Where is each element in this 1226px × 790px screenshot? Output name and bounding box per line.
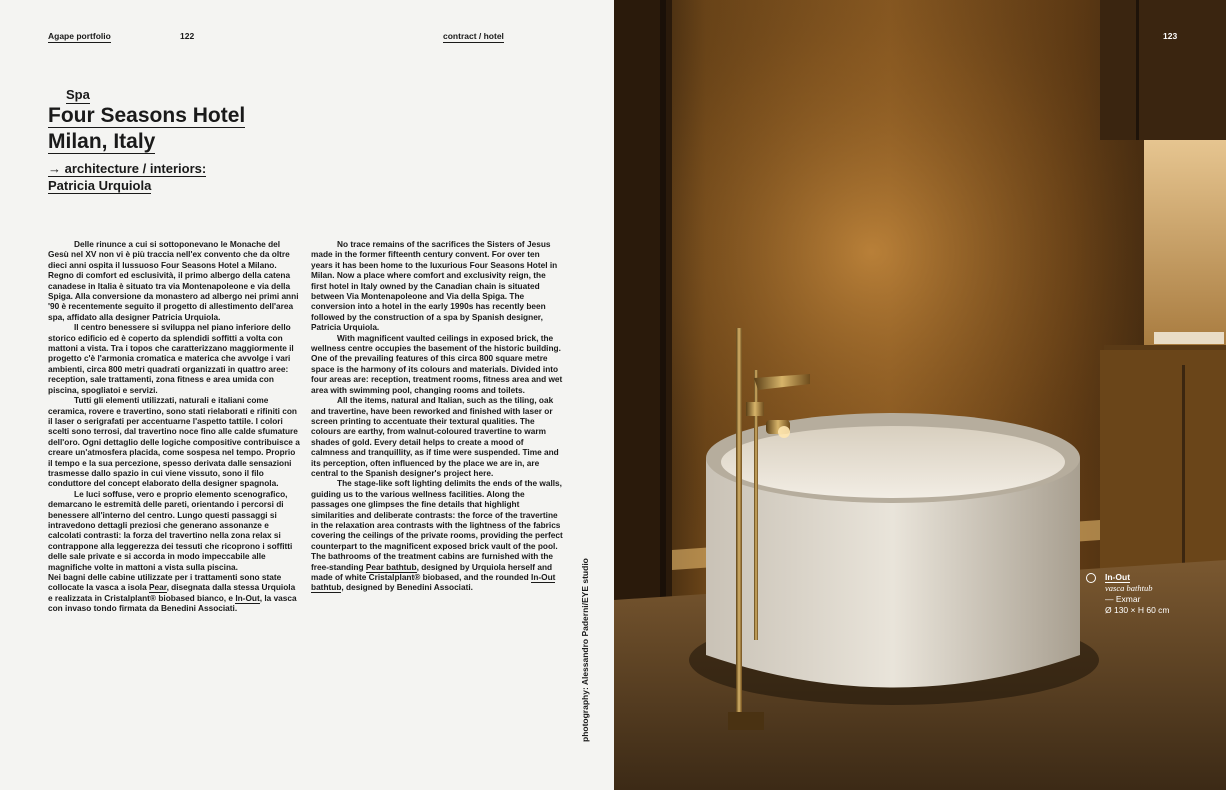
english-paragraph-4 (311, 478, 563, 592)
faucet-base (728, 712, 764, 730)
english-column (311, 239, 563, 593)
english-p4-text-c: , designed by Benedini Associati. (341, 582, 473, 593)
product-name[interactable]: In-Out (1105, 572, 1131, 582)
faucet-column (736, 328, 742, 723)
page-number-left: 122 (180, 31, 195, 41)
bathtub-basin (721, 426, 1065, 498)
category-label: Spa (66, 87, 90, 102)
pear-bathtub-link[interactable]: Pear bathtub (365, 561, 417, 572)
brand-link[interactable]: Agape portfolio (48, 31, 111, 41)
italian-p5-text-a: Nei bagni delle cabine utilizzate per i trattamenti sono state collocate la vasca a isola (48, 572, 282, 593)
english-paragraph-1: No trace remains of the sacrifices the Sisters of Jesus made in the former fifteenth century convent. For over ten years it has been home to the luxurious Four Seasons Hotel in Milan. Now a place where comfort and exclusivity reign, the first hotel in Italy owned by the Canadian chain is situated between Via Montenapoleone and Via della Spiga. The conversion into a hotel in the early 1990s has recently been followed by the construction of a spa by Spanish designer, Patricia Urquiola. (311, 239, 558, 333)
in-out-bathtub-link[interactable]: In-Out bathtub (311, 572, 556, 593)
english-paragraph-2: With magnificent vaulted ceilings in exposed brick, the wellness centre occupies the basement of the historic building. One of the prevailing features of this circa 800 square metre space is the harmony of its colours and materials. Divided into four areas are: reception, treatment rooms, fitness area and wet area with swimming pool, changing rooms and toilets. (311, 332, 563, 395)
italian-column (48, 239, 300, 614)
lower-cabinet (1100, 350, 1226, 590)
pear-link[interactable]: Pear (149, 582, 167, 593)
folded-towels (1154, 332, 1224, 344)
upper-cabinet (1100, 0, 1226, 140)
product-spec-text (1105, 572, 1170, 616)
spa-bathroom-photo (614, 0, 1226, 790)
product-dimensions: Ø 130 × H 60 cm (1105, 605, 1170, 615)
italian-paragraph-3: Tutti gli elementi utilizzati, naturali e italiani come ceramica, rovere e travertino, sono stati rielaborati e rifiniti con il laser o serigrafati per accentuarne l'aspetto tattile. I colori scelti sono terrosi, dal travertino noce fino alle calde sfumature dell'oro. Ogni dettaglio delle logiche compositive contribuisce a creare un'atmosfera placida, come sospesa nel tempo. Proprio il tempo e la sua percezione, spesso derivata dalle sensazioni trasmesse dallo spazio in cui viene vissuto, sono il filo conduttore del concept elaborato della designer spagnola. (48, 395, 300, 489)
title-line-2: Milan, Italy (48, 130, 156, 153)
designer-credit (48, 160, 308, 194)
faucet-handle (746, 402, 764, 416)
section-link[interactable]: contract / hotel (443, 31, 504, 41)
product-maker: — Exmar (1105, 594, 1141, 604)
italian-paragraph-1: Delle rinunce a cui si sottoponevano le Monache del Gesù nel XV non vi è più traccia nell'ex convento che da oltre dieci anni ospita il lussuoso Four Seasons Hotel a Milano. Regno di comfort ed esclusività, il primo albergo della catena canadese in Italia è situato tra via Montenapoleone e via della Spiga. Alla conversione da monastero ad albergo nei primi anni '90 è recentemente seguito il progetto di allestimento dell'area spa, affidato alla designer Patricia Urquiola. (48, 239, 299, 322)
italian-paragraph-4: Le luci soffuse, vero e proprio elemento scenografico, demarcano le estremità delle pareti, orientando i percorsi di benessere all'interno del centro. Lungo questi passaggi si intravedono dettagli preziosi che generano assonanze e calcolati contrasti: la forza del travertino nella zona relax si contrappone alla leggerezza dei tessuti che ricoprono i soffitti delle sale private e si accorda in modo impeccabile alle magnifiche volte in mattoni a vista sulla piscina. (48, 488, 293, 572)
italian-p5-text-b: , disegnata dalla stessa Urquiola e realizzata in Cristalplant® biobased bianco, e (48, 582, 296, 603)
lit-niche (1144, 140, 1226, 350)
cabinet-seam (1136, 0, 1139, 140)
page-number-right: 123 (1163, 31, 1178, 41)
credit-line-2[interactable]: Patricia Urquiola (48, 178, 152, 193)
english-p4-text-a: The stage-like soft lighting delimits the ends of the walls, guiding us to the various wellness facilities. Along the passages one glimpses the fine details that highlight similarities and deliberate contrasts: the force of the travertine in the relaxation area contrasts with the lightness of the fabrics covering the ceilings of the private rooms, providing the perfect counterpart to the magnificent exposed brick vault of the pool. The bathrooms of the treatment cabins are furnished with the free-standing (311, 478, 563, 572)
lower-cabinet-seam (1182, 365, 1185, 590)
italian-paragraph-2: Il centro benessere si sviluppa nel piano inferiore dello storico edificio ed è coperto da splendidi soffitti a volta con mattoni a vista. Tra i topos che caratterizzano maggiormente il progetto c'è l'armonia cromatica e materica che avvolge i vari ambienti, circa 800 metri quadrati organizzati in quattro aree: reception, sale trattamenti, zona fitness e area umida con piscina, spogliatoi e servizi. (48, 322, 294, 395)
title-line-1: Four Seasons Hotel (48, 104, 246, 127)
hotspot-circle-icon[interactable] (1086, 573, 1096, 583)
italian-p5-text-c: , la vasca con invaso tondo firmata da Benedini Associati. (48, 592, 297, 614)
in-out-link[interactable]: In-Out (235, 592, 260, 603)
italian-paragraph-5 (48, 572, 300, 614)
credit-line-1[interactable]: → architecture / interiors: (48, 161, 207, 176)
product-type: vasca bathtub (1105, 583, 1153, 593)
right-page-photo (614, 0, 1226, 790)
photo-credit: photography: Alessandro Paderni/EYE studio (580, 558, 590, 742)
english-paragraph-3: All the items, natural and Italian, such as the tiling, oak and travertine, have been reworked and finished with laser or screen printing to accentuate their textural qualities. The colours are earthy, from walnut-coloured travertine to warm shades of gold. Every detail helps to create a mood of calmness and tranquillity, as if time were suspended. Time and its perception, often influenced by the place we are in, are central to the Spanish designer's project here. (311, 395, 559, 478)
faucet-highlight (778, 426, 790, 438)
article-title (48, 103, 308, 155)
english-p4-text-b: , designed by Urquiola herself and made of white Cristalplant® biobased, and the rounded (311, 561, 553, 582)
